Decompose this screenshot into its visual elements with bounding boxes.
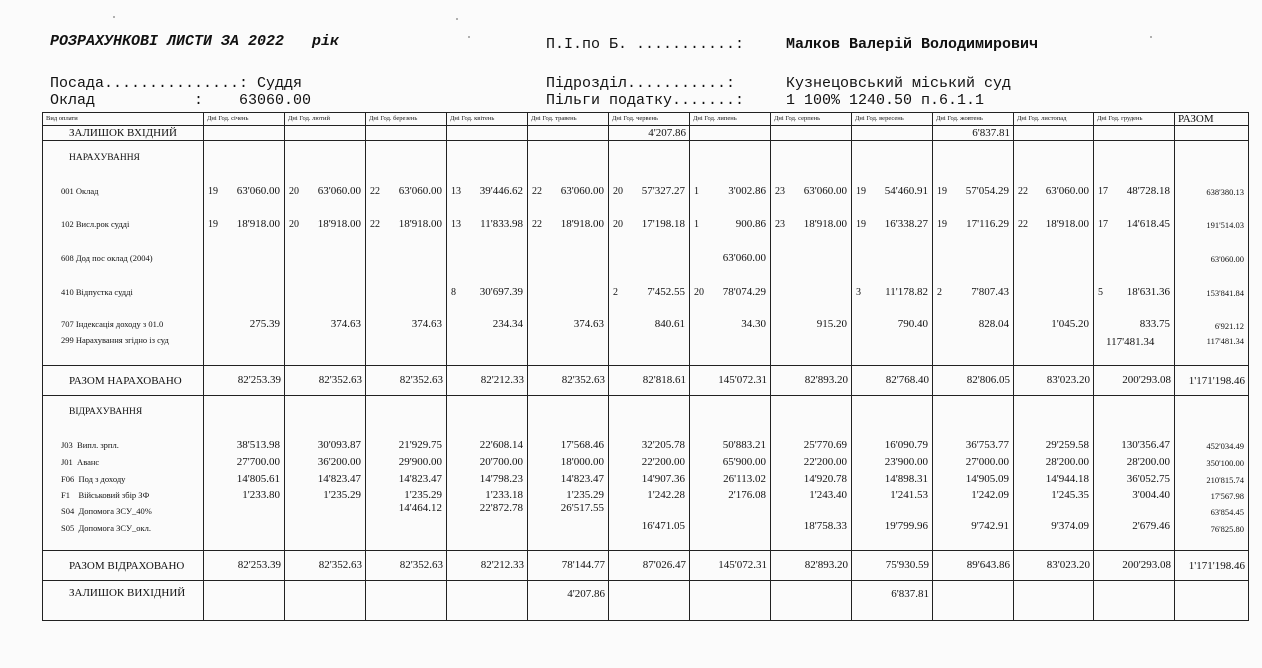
- amount-value: 16'471.05: [641, 520, 685, 532]
- amount-value: 18'631.36: [1126, 286, 1170, 298]
- amount-value: 18'758.33: [803, 520, 847, 532]
- table-cell: [1014, 126, 1094, 141]
- row-label-text: ЗАЛИШОК ВИХІДНИЙ: [69, 587, 186, 599]
- days-value: 19: [208, 186, 218, 197]
- amount-value: 63'060.00: [560, 185, 604, 197]
- row-label-text: НАРАХУВАННЯ: [69, 153, 140, 163]
- month-cell: [447, 141, 528, 366]
- amount-value: 1'233.18: [485, 489, 523, 501]
- table-cell: 82'768.40: [852, 366, 933, 396]
- table-cell: 82'253.39: [204, 551, 285, 581]
- month-cell: [1094, 396, 1175, 551]
- tax-value: 1 100% 1240.50 п.6.1.1: [786, 92, 985, 109]
- days-value: 20: [694, 287, 704, 298]
- row-label: [43, 126, 204, 141]
- total-value: 76'825.80: [1210, 524, 1244, 534]
- month-cell: [1094, 141, 1175, 366]
- total-value: 452'034.49: [1206, 441, 1244, 451]
- amount-value: 23'900.00: [884, 456, 928, 468]
- payroll-table: [42, 112, 1249, 621]
- days-value: 20: [613, 219, 623, 230]
- amount-value: 16'338.27: [884, 218, 928, 230]
- amount-value: 18'918.00: [560, 218, 604, 230]
- table-cell: [609, 581, 690, 621]
- amount-value: 36'052.75: [1126, 473, 1170, 485]
- table-cell: [285, 126, 366, 141]
- total-column: [1175, 396, 1249, 551]
- amount-value: 25'770.69: [803, 439, 847, 451]
- amount-value: 14'464.12: [398, 502, 442, 514]
- month-cell: [1014, 141, 1094, 366]
- row-label-text: 707 Індексація доходу з 01.0: [61, 319, 164, 329]
- department-value: Кузнецовський міський суд: [786, 75, 1012, 92]
- amount-value: 14'823.47: [398, 473, 442, 485]
- amount-value: 14'905.09: [965, 473, 1009, 485]
- row-label-column: [43, 141, 204, 366]
- amount-value: 18'918.00: [398, 218, 442, 230]
- amount-value: 63'060.00: [236, 185, 280, 197]
- table-cell: 6'837.81: [852, 581, 933, 621]
- total-value: 638'380.13: [1206, 187, 1244, 197]
- amount-value: 900.86: [735, 218, 766, 230]
- table-cell: 83'023.20: [1014, 366, 1094, 396]
- opening-balance-row: [43, 126, 1249, 141]
- row-label-text: 299 Нарахування згідно із суд: [61, 335, 169, 345]
- days-value: 22: [1018, 219, 1028, 230]
- amount-value: 117'481.34: [1106, 336, 1155, 348]
- col-header: Дні Год. червень: [609, 113, 690, 126]
- table-cell: [771, 581, 852, 621]
- amount-value: 1'045.20: [1051, 318, 1089, 330]
- row-label-text: F06 Под з доходу: [61, 474, 126, 484]
- col-header: Дні Год. травень: [528, 113, 609, 126]
- pib-label: П.І.по Б. ...........:: [546, 36, 745, 53]
- amount-value: 63'060.00: [803, 185, 847, 197]
- month-cell: [933, 141, 1014, 366]
- amount-value: 22'200.00: [641, 456, 685, 468]
- amount-value: 17'198.18: [641, 218, 685, 230]
- row-label-text: 608 Дод пос оклад (2004): [61, 253, 153, 263]
- salary-line: Оклад : 63060.00: [50, 92, 312, 109]
- amount-value: 57'054.29: [965, 185, 1009, 197]
- total-value: 63'854.45: [1210, 507, 1244, 517]
- row-label: [43, 366, 204, 396]
- month-cell: [528, 141, 609, 366]
- table-cell: [1094, 126, 1175, 141]
- days-value: 22: [370, 219, 380, 230]
- amount-value: 915.20: [816, 318, 847, 330]
- amount-value: 17'568.46: [560, 439, 604, 451]
- col-header: Дні Год. січень: [204, 113, 285, 126]
- table-cell: 82'212.33: [447, 366, 528, 396]
- amount-value: 374.63: [411, 318, 442, 330]
- col-header: Дні Год. грудень: [1094, 113, 1175, 126]
- row-label-column: [43, 396, 204, 551]
- total-value: 6'921.12: [1214, 321, 1244, 331]
- days-value: 19: [856, 219, 866, 230]
- col-header: Дні Год. квітень: [447, 113, 528, 126]
- amount-value: 29'259.58: [1045, 439, 1089, 451]
- table-cell: 145'072.31: [690, 366, 771, 396]
- table-cell: 78'144.77: [528, 551, 609, 581]
- amount-value: 14'823.47: [560, 473, 604, 485]
- row-label-text: F1 Військовий збір ЗФ: [61, 490, 150, 500]
- row-label: [43, 551, 204, 581]
- total-column: [1175, 141, 1249, 366]
- department-label: Підрозділ...........:: [546, 75, 736, 92]
- accruals-block: [43, 141, 1249, 366]
- amount-value: 14'920.78: [803, 473, 847, 485]
- table-cell: 82'893.20: [771, 551, 852, 581]
- table-cell: 200'293.08: [1094, 551, 1175, 581]
- table-cell: [366, 126, 447, 141]
- amount-value: 32'205.78: [641, 439, 685, 451]
- days-value: 17: [1098, 219, 1108, 230]
- amount-value: 63'060.00: [317, 185, 361, 197]
- days-value: 1: [694, 219, 699, 230]
- row-label-text: ВІДРАХУВАННЯ: [69, 407, 143, 417]
- amount-value: 48'728.18: [1126, 185, 1170, 197]
- col-header: Дні Год. вересень: [852, 113, 933, 126]
- amount-value: 1'235.29: [323, 489, 361, 501]
- days-value: 22: [532, 219, 542, 230]
- table-cell: 89'643.86: [933, 551, 1014, 581]
- amount-value: 26'517.55: [560, 502, 604, 514]
- col-header: Дні Год. жовтень: [933, 113, 1014, 126]
- month-cell: [447, 396, 528, 551]
- amount-value: 54'460.91: [884, 185, 928, 197]
- amount-value: 234.34: [492, 318, 523, 330]
- days-value: 22: [370, 186, 380, 197]
- table-cell: 82'352.63: [285, 366, 366, 396]
- amount-value: 30'093.87: [317, 439, 361, 451]
- amount-value: 14'907.36: [641, 473, 685, 485]
- table-cell: 200'293.08: [1094, 366, 1175, 396]
- row-label-text: 102 Висл.рок судді: [61, 219, 130, 229]
- amount-value: 30'697.39: [479, 286, 523, 298]
- table-cell: 82'352.63: [285, 551, 366, 581]
- accrued-total-row: [43, 366, 1249, 396]
- col-header: Дні Год. серпень: [771, 113, 852, 126]
- table-cell: [528, 126, 609, 141]
- amount-value: 14'798.23: [479, 473, 523, 485]
- month-cell: [366, 141, 447, 366]
- month-cell: [285, 141, 366, 366]
- amount-value: 11'178.82: [885, 286, 928, 298]
- table-cell: [204, 126, 285, 141]
- table-cell: [447, 581, 528, 621]
- table-cell: 82'818.61: [609, 366, 690, 396]
- month-cell: [690, 141, 771, 366]
- amount-value: 1'245.35: [1051, 489, 1089, 501]
- table-cell: [1094, 581, 1175, 621]
- col-header-total: РАЗОМ: [1175, 113, 1249, 126]
- amount-value: 7'452.55: [647, 286, 685, 298]
- month-cell: [852, 141, 933, 366]
- table-cell: 75'930.59: [852, 551, 933, 581]
- row-label-text: 410 Відпустка судді: [61, 287, 133, 297]
- position-line: Посада...............: Суддя: [50, 75, 303, 92]
- table-cell: [771, 126, 852, 141]
- days-value: 20: [289, 186, 299, 197]
- amount-value: 36'753.77: [965, 439, 1009, 451]
- row-label-text: РАЗОМ НАРАХОВАНО: [69, 374, 182, 387]
- total-value: [1175, 581, 1249, 621]
- col-header: Дні Год. березень: [366, 113, 447, 126]
- amount-value: 1'243.40: [809, 489, 847, 501]
- amount-value: 38'513.98: [236, 439, 280, 451]
- days-value: 23: [775, 186, 785, 197]
- total-value: 1'171'198.46: [1175, 366, 1249, 396]
- amount-value: 14'618.45: [1126, 218, 1170, 230]
- amount-value: 22'872.78: [479, 502, 523, 514]
- days-value: 1: [694, 186, 699, 197]
- amount-value: 63'060.00: [722, 252, 766, 264]
- amount-value: 65'900.00: [722, 456, 766, 468]
- month-cell: [609, 396, 690, 551]
- amount-value: 28'200.00: [1045, 456, 1089, 468]
- days-value: 13: [451, 219, 461, 230]
- table-cell: 82'253.39: [204, 366, 285, 396]
- table-cell: 6'837.81: [933, 126, 1014, 141]
- table-cell: [204, 581, 285, 621]
- sheet-title: РОЗРАХУНКОВІ ЛИСТИ ЗА 2022 рік: [50, 33, 340, 50]
- row-label: [43, 581, 204, 621]
- table-cell: 82'352.63: [366, 366, 447, 396]
- days-value: 8: [451, 287, 456, 298]
- table-cell: 82'212.33: [447, 551, 528, 581]
- amount-value: 374.63: [573, 318, 604, 330]
- amount-value: 1'233.80: [242, 489, 280, 501]
- table-cell: 4'207.86: [528, 581, 609, 621]
- amount-value: 22'200.00: [803, 456, 847, 468]
- table-cell: [366, 581, 447, 621]
- amount-value: 14'805.61: [236, 473, 280, 485]
- days-value: 20: [613, 186, 623, 197]
- amount-value: 1'235.29: [404, 489, 442, 501]
- row-label-text: РАЗОМ ВІДРАХОВАНО: [69, 559, 185, 572]
- amount-value: 34.30: [741, 318, 766, 330]
- amount-value: 18'918.00: [1045, 218, 1089, 230]
- table-cell: [690, 581, 771, 621]
- amount-value: 275.39: [249, 318, 280, 330]
- row-label-text: ЗАЛИШОК ВХІДНИЙ: [69, 127, 177, 139]
- amount-value: 14'898.31: [884, 473, 928, 485]
- column-header-row: [43, 113, 1249, 126]
- total-value: 63'060.00: [1210, 254, 1244, 264]
- col-header: Дні Год. листопад: [1014, 113, 1094, 126]
- amount-value: 14'823.47: [317, 473, 361, 485]
- amount-value: 3'002.86: [728, 185, 766, 197]
- row-label-text: J01 Аванс: [61, 457, 100, 467]
- amount-value: 3'004.40: [1132, 489, 1170, 501]
- amount-value: 20'700.00: [479, 456, 523, 468]
- amount-value: 1'241.53: [890, 489, 928, 501]
- row-label-text: J03 Випл. зрпл.: [61, 440, 119, 450]
- month-cell: [528, 396, 609, 551]
- days-value: 13: [451, 186, 461, 197]
- amount-value: 29'900.00: [398, 456, 442, 468]
- amount-value: 18'000.00: [560, 456, 604, 468]
- table-cell: [852, 126, 933, 141]
- days-value: 19: [856, 186, 866, 197]
- table-cell: [1014, 581, 1094, 621]
- amount-value: 18'918.00: [236, 218, 280, 230]
- table-cell: 82'352.63: [528, 366, 609, 396]
- amount-value: 57'327.27: [641, 185, 685, 197]
- amount-value: 18'918.00: [317, 218, 361, 230]
- col-header: Дні Год. липень: [690, 113, 771, 126]
- total-value: 191'514.03: [1206, 220, 1244, 230]
- amount-value: 36'200.00: [317, 456, 361, 468]
- month-cell: [1014, 396, 1094, 551]
- days-value: 22: [532, 186, 542, 197]
- month-cell: [366, 396, 447, 551]
- amount-value: 27'000.00: [965, 456, 1009, 468]
- col-header: Вид оплати: [43, 113, 204, 126]
- amount-value: 21'929.75: [398, 439, 442, 451]
- amount-value: 833.75: [1139, 318, 1170, 330]
- month-cell: [204, 141, 285, 366]
- amount-value: 1'235.29: [566, 489, 604, 501]
- month-cell: [285, 396, 366, 551]
- table-cell: [690, 126, 771, 141]
- table-cell: [933, 581, 1014, 621]
- amount-value: 26'113.02: [723, 473, 766, 485]
- row-label-text: 001 Оклад: [61, 186, 99, 196]
- amount-value: 7'807.43: [971, 286, 1009, 298]
- month-cell: [690, 396, 771, 551]
- deductions-block: [43, 396, 1249, 551]
- month-cell: [933, 396, 1014, 551]
- amount-value: 2'679.46: [1132, 520, 1170, 532]
- amount-value: 16'090.79: [884, 439, 928, 451]
- amount-value: 790.40: [897, 318, 928, 330]
- table-cell: 82'806.05: [933, 366, 1014, 396]
- amount-value: 50'883.21: [722, 439, 766, 451]
- amount-value: 840.61: [654, 318, 685, 330]
- amount-value: 78'074.29: [722, 286, 766, 298]
- amount-value: 2'176.08: [728, 489, 766, 501]
- table-cell: 82'893.20: [771, 366, 852, 396]
- amount-value: 28'200.00: [1126, 456, 1170, 468]
- amount-value: 9'374.09: [1051, 520, 1089, 532]
- days-value: 22: [1018, 186, 1028, 197]
- total-value: 153'841.84: [1206, 288, 1244, 298]
- table-cell: 4'207.86: [609, 126, 690, 141]
- table-cell: [447, 126, 528, 141]
- table-cell: 145'072.31: [690, 551, 771, 581]
- amount-value: 130'356.47: [1121, 439, 1170, 451]
- amount-value: 63'060.00: [1045, 185, 1089, 197]
- closing-balance-row: [43, 581, 1249, 621]
- month-cell: [852, 396, 933, 551]
- amount-value: 27'700.00: [236, 456, 280, 468]
- total-value: 117'481.34: [1206, 336, 1244, 346]
- month-cell: [609, 141, 690, 366]
- deducted-total-row: [43, 551, 1249, 581]
- days-value: 19: [937, 186, 947, 197]
- days-value: 2: [613, 287, 618, 298]
- month-cell: [771, 396, 852, 551]
- days-value: 3: [856, 287, 861, 298]
- days-value: 19: [937, 219, 947, 230]
- amount-value: 1'242.28: [647, 489, 685, 501]
- total-value: 17'567.98: [1210, 491, 1244, 501]
- table-cell: 87'026.47: [609, 551, 690, 581]
- amount-value: 17'116.29: [966, 218, 1009, 230]
- table-cell: [1175, 126, 1249, 141]
- days-value: 23: [775, 219, 785, 230]
- days-value: 17: [1098, 186, 1108, 197]
- table-cell: [285, 581, 366, 621]
- employee-name: Малков Валерій Володимирович: [786, 36, 1039, 53]
- month-cell: [771, 141, 852, 366]
- days-value: 2: [937, 287, 942, 298]
- amount-value: 14'944.18: [1045, 473, 1089, 485]
- row-label-text: S05 Допомога ЗСУ_окл.: [61, 523, 152, 533]
- amount-value: 22'608.14: [479, 439, 523, 451]
- amount-value: 18'918.00: [803, 218, 847, 230]
- col-header: Дні Год. лютий: [285, 113, 366, 126]
- amount-value: 19'799.96: [884, 520, 928, 532]
- total-value: 210'815.74: [1206, 475, 1244, 485]
- amount-value: 374.63: [330, 318, 361, 330]
- amount-value: 1'242.09: [971, 489, 1009, 501]
- month-cell: [204, 396, 285, 551]
- amount-value: 11'833.98: [480, 218, 523, 230]
- row-label-text: S04 Допомога ЗСУ_40%: [61, 506, 152, 516]
- total-value: 1'171'198.46: [1175, 551, 1249, 581]
- days-value: 20: [289, 219, 299, 230]
- amount-value: 39'446.62: [479, 185, 523, 197]
- days-value: 19: [208, 219, 218, 230]
- amount-value: 9'742.91: [971, 520, 1009, 532]
- tax-label: Пільги податку.......:: [546, 92, 745, 109]
- total-value: 350'100.00: [1206, 458, 1244, 468]
- table-cell: 82'352.63: [366, 551, 447, 581]
- days-value: 5: [1098, 287, 1103, 298]
- amount-value: 828.04: [978, 318, 1009, 330]
- table-cell: 83'023.20: [1014, 551, 1094, 581]
- amount-value: 63'060.00: [398, 185, 442, 197]
